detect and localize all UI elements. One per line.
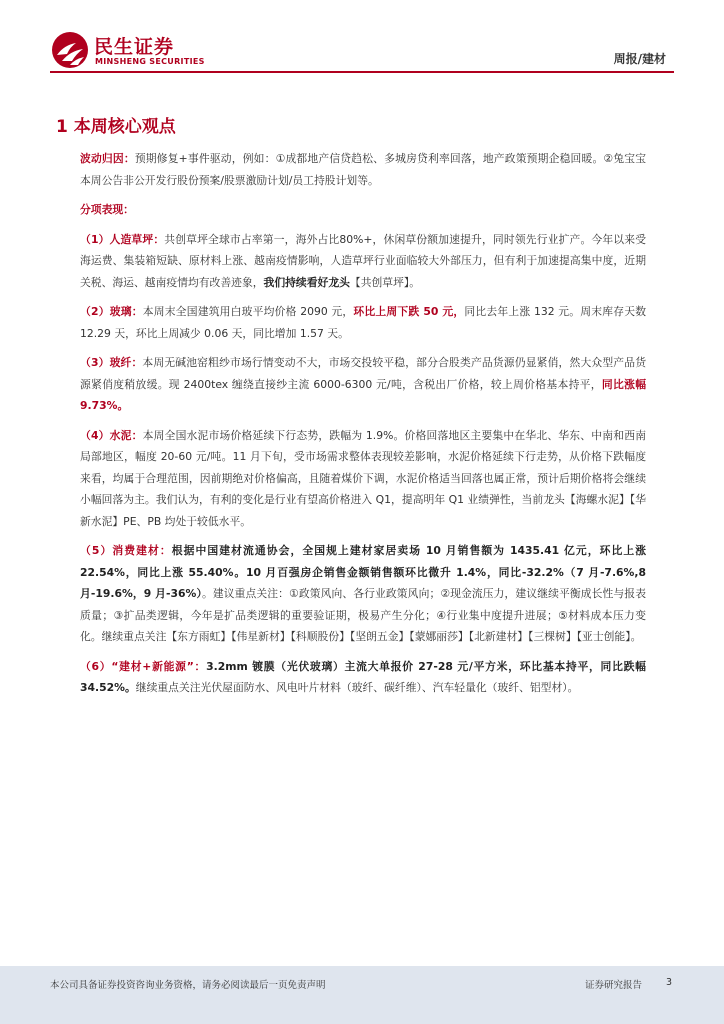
consumer-materials-text: 。建议重点关注：①政策风向、各行业政策风向；②现金流压力，建议继续平衡成长性与报表质量；③扩品类逻辑，今年是扩品类逻辑的重要验证期，极易产生分化；④行业集中度提升进展；⑤材料成本压力变化。继续重点关注【东方雨虹】【伟星新材】【科顺股份】【坚朗五金】【蒙娜丽莎】【北新建材】【三棵树】【亚士创能】。 bbox=[80, 587, 646, 643]
paragraph-segment-performance bbox=[80, 199, 646, 221]
brand-name-en: MINSHENG SECURITIES bbox=[95, 57, 205, 66]
artificial-turf-text: 共创草坪全球市占率第一，海外占比80%+，休闲草份额加速提升，同时领先行业扩产。今年以来受海运费、集装箱短缺、原材料上涨、越南疫情影响，人造草坪行业面临较大外部压力，但有利于加速提高集中度，近期关税、海运、越南疫情均有改善迹象， bbox=[80, 232, 646, 289]
fiberglass-text: 本周无碱池窑粗纱市场行情变动不大，市场交投较平稳，部分合股类产品货源仍显紧俏，然大众型产品货源紧俏度稍放缓。现 2400tex 缠绕直接纱主流 6000-6300 元/吨，含税出厂价格，较上周价格基本持平， bbox=[80, 356, 646, 391]
report-type: 周报/建材 bbox=[613, 52, 666, 66]
page-header bbox=[0, 0, 724, 78]
paragraph-fiberglass bbox=[80, 352, 646, 417]
artificial-turf-tail: 【共创草坪】。 bbox=[349, 275, 421, 289]
footer-disclaimer: 本公司具备证券投资咨询业务资格，请务必阅读最后一页免责声明 bbox=[50, 980, 326, 991]
segment-performance-label: 分项表现： bbox=[80, 203, 134, 216]
volatility-label: 波动归因： bbox=[80, 152, 135, 165]
new-energy-text: 继续重点关注光伏屋面防水、风电叶片材料（玻纤、碳纤维）、汽车轻量化（玻纤、铝型材）。 bbox=[135, 681, 579, 694]
report-body bbox=[80, 148, 646, 699]
volatility-text: 预期修复+事件驱动，例如：①成都地产信贷趋松、多城房贷利率回落，地产政策预期企稳回暖。②兔宝宝本周公告非公开发行股份预案/股票激励计划/员工持股计划等。 bbox=[80, 152, 647, 187]
new-energy-label: （6）“建材+新能源”： bbox=[80, 659, 207, 673]
glass-text: 本周末全国建筑用白玻平均价格 2090 元， bbox=[142, 305, 354, 318]
paragraph-glass bbox=[80, 301, 646, 344]
artificial-turf-bold: 我们持续看好龙头 bbox=[263, 275, 350, 289]
fiberglass-label: （3）玻纤： bbox=[80, 356, 143, 369]
brand-name-cn: 民生证券 bbox=[94, 36, 175, 58]
new-energy-bold: 3.2mm 镀膜（光伏玻璃）主流大单报价 27-28 元/平方米，环比基本持平，同比跌幅 34.52%。 bbox=[80, 659, 646, 694]
minsheng-logo-icon bbox=[50, 30, 90, 70]
cement-text: 本周全国水泥市场价格延续下行态势，跌幅为 1.9%。价格回落地区主要集中在华北、华东、中南和西南局部地区，幅度 20-60 元/吨。11 月下旬，受市场需求整体表现较差影响，水泥价格延续下行走势，从价格下跌幅度来看，均属于合理范围，因前期绝对价格偏高，且随着煤价下调，水泥价格适当回落也属正常，预计后期价格将会继续小幅回落为主。我们认为，有利的变化是行业有望高价格进入 Q1，提高明年 Q1 业绩弹性，当前龙头【海螺水泥】【华新水泥】PE、PB 均处于较低水平。 bbox=[80, 428, 646, 528]
header-divider bbox=[50, 71, 674, 73]
paragraph-volatility-attribution bbox=[80, 148, 646, 191]
page-footer bbox=[0, 966, 724, 1024]
consumer-materials-label: （5）消费建材： bbox=[80, 544, 172, 557]
paragraph-artificial-turf bbox=[80, 229, 646, 294]
section-title: 1 本周核心观点 bbox=[56, 117, 176, 137]
footer-report-label: 证券研究报告 bbox=[585, 980, 643, 991]
glass-highlight: 环比上周下跌 50 元， bbox=[353, 305, 465, 318]
fiberglass-highlight: 同比涨幅 9.73%。 bbox=[80, 377, 646, 412]
consumer-materials-bold: 根据中国建材流通协会，全国规上建材家居卖场 10 月销售额为 1435.41 亿元，环比上涨 22.54%，同比上涨 55.40%。10 月百强房企销售金额销售额环比微升 1.4%，同比-32.2%（7 月-7.6%,8 月-19.6%，9 月-36%） bbox=[80, 544, 647, 600]
paragraph-new-energy bbox=[80, 656, 646, 699]
glass-tail: 同比去年上涨 132 元。周末库存天数 12.29 天，环比上周减少 0.06 天，同比增加 1.57 天。 bbox=[80, 305, 647, 340]
cement-label: （4）水泥： bbox=[80, 428, 143, 442]
page-number: 3 bbox=[666, 977, 673, 988]
paragraph-consumer-building-materials bbox=[80, 540, 646, 648]
artificial-turf-label: （1）人造草坪： bbox=[80, 232, 165, 246]
paragraph-cement bbox=[80, 425, 646, 533]
glass-label: （2）玻璃： bbox=[80, 305, 143, 318]
